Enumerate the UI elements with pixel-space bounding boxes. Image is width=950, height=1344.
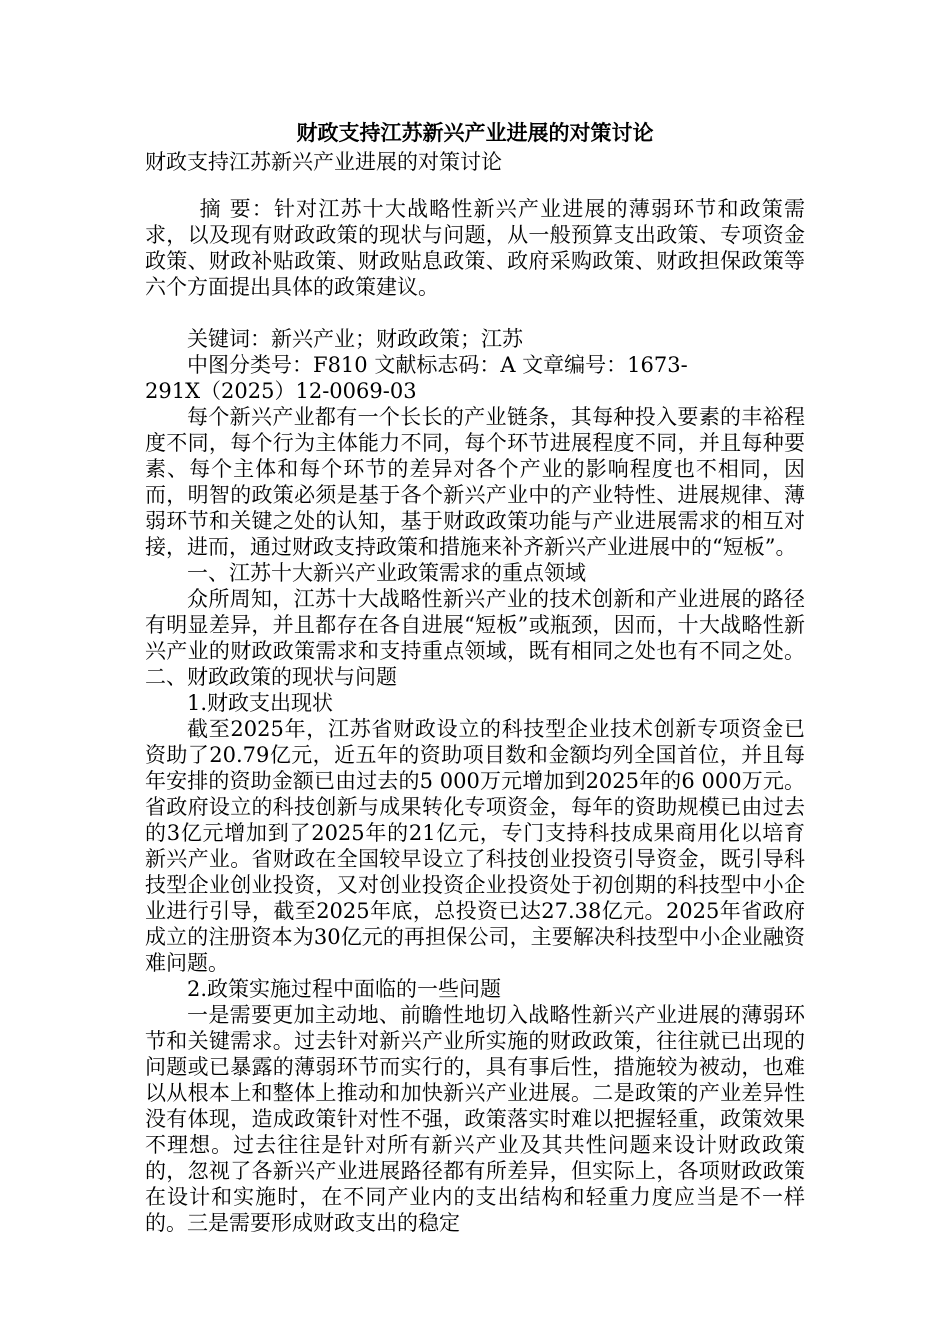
- classification-line: 中图分类号：F810 文献标志码：A 文章编号：1673-: [187, 353, 688, 377]
- subsection-2-paragraph: 一是需要更加主动地、前瞻性地切入战略性新兴产业进展的薄弱环节和关键需求。过去针对新兴产业所实施的财政政策，往往就已出现的问题或已暴露的薄弱环节而实行的，具有事后性，措施较为被动，也难以从根本上和整体上推动和加快新兴产业进展。二是政策的产业差异性没有体现，造成政策针对性不强，政策落实时难以把握轻重，政策效果不理想。过去往往是针对所有新兴产业及其共性问题来设计财政政策的，忽视了各新兴产业进展路径都有所差异，但实际上，各项财政政策在设计和实施时，在不同产业内的支出结构和轻重力度应当是不一样的。三是需要形成财政支出的稳定: [145, 1003, 805, 1235]
- section-heading-1: 一、江苏十大新兴产业政策需求的重点领域: [187, 561, 586, 585]
- subsection-heading-1: 1.财政支出现状: [187, 691, 334, 715]
- document-page: [145, 118, 805, 1236]
- subsection-heading-2: 2.政策实施过程中面临的一些问题: [187, 977, 502, 1001]
- article-number-line: 291X（2025）12-0069-03: [145, 379, 417, 403]
- intro-paragraph: 每个新兴产业都有一个长长的产业链条，其每种投入要素的丰裕程度不同，每个行为主体能力不同，每个环节进展程度不同，并且每种要素、每个主体和每个环节的差异对各个产业的影响程度也不相同，因而，明智的政策必须是基于各个新兴产业中的产业特性、进展规律、薄弱环节和关键之处的认知，基于财政政策功能与产业进展需求的相互对接，进而，通过财政支持政策和措施来补齐新兴产业进展中的“短板”。: [145, 405, 805, 559]
- keywords-line: 关键词：新兴产业；财政政策；江苏: [187, 327, 523, 351]
- subsection-1-paragraph: 截至2025年，江苏省财政设立的科技型企业技术创新专项资金已资助了20.79亿元，近五年的资助项目数和金额均列全国首位，并且每年安排的资助金额已由过去的5 000万元增加到2025年的6 000万元。省政府设立的科技创新与成果转化专项资金，每年的资助规模已由过去的3亿元增加到了2025年的21亿元，专门支持科技成果商用化以培育新兴产业。省财政在全国较早设立了科技创业投资引导资金，既引导科技型企业创业投资，又对创业投资企业投资处于初创期的科技型中小企业进行引导，截至2025年底，总投资已达27.38亿元。2025年省政府成立的注册资本为30亿元的再担保公司，主要解决科技型中小企业融资难问题。: [145, 717, 805, 975]
- abstract-paragraph: 摘 要：针对江苏十大战略性新兴产业进展的薄弱环节和政策需求，以及现有财政政策的现状与问题，从一般预算支出政策、专项资金政策、财政补贴政策、财政贴息政策、政府采购政策、财政担保政策等六个方面提出具体的政策建议。: [145, 197, 805, 299]
- section-1-paragraph: 众所周知，江苏十大战略性新兴产业的技术创新和产业进展的路径有明显差异，并且都存在各自进展“短板”或瓶颈，因而，十大战略性新兴产业的财政政策需求和支持重点领域，既有相同之处也有不同之处。 二、财政政策的现状与问题: [145, 587, 805, 689]
- document-title: 财政支持江苏新兴产业进展的对策讨论: [296, 120, 654, 145]
- document-subtitle: 财政支持江苏新兴产业进展的对策讨论: [145, 150, 502, 174]
